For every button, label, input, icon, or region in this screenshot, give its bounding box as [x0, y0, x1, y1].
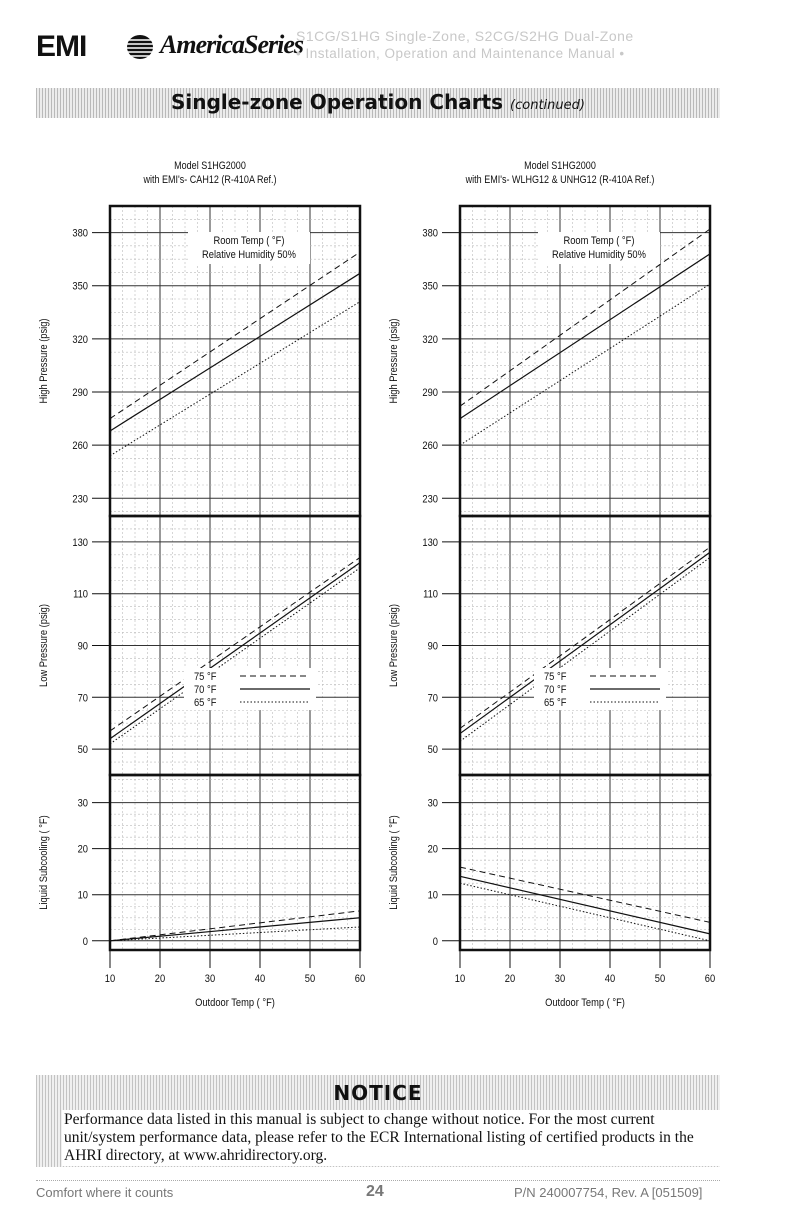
legend-label: 75 °F	[194, 671, 217, 684]
y-tick-label: 350	[72, 281, 89, 293]
x-tick-label: 30	[554, 973, 566, 986]
logo-brand: EMI	[36, 30, 87, 63]
x-tick-label: 20	[154, 973, 166, 986]
chart-title-line2: with EMI's- WLHG12 & UNHG12 (R-410A Ref.)	[465, 174, 655, 186]
legend-label: 65 °F	[544, 697, 567, 710]
humidity-label: Relative Humidity 50%	[202, 249, 296, 262]
x-tick-label: 20	[504, 973, 516, 986]
y-axis-label: High Pressure (psig)	[388, 318, 401, 404]
y-tick-label: 20	[427, 844, 438, 856]
x-tick-label: 60	[354, 973, 366, 986]
x-axis-label: Outdoor Temp ( °F)	[195, 997, 275, 1010]
chart-title-line1: Model S1HG2000	[524, 160, 596, 172]
section-title	[36, 90, 720, 114]
y-tick-label: 90	[427, 640, 438, 653]
y-tick-label: 290	[72, 387, 89, 400]
x-axis-label: Outdoor Temp ( °F)	[545, 997, 625, 1010]
globe-icon	[126, 34, 154, 60]
y-tick-label: 320	[422, 334, 438, 347]
footer-divider	[36, 1180, 720, 1181]
y-tick-label: 320	[72, 334, 89, 347]
emi-logo	[36, 26, 303, 70]
notice-title: NOTICE	[333, 1081, 423, 1105]
page-number: 24	[366, 1183, 384, 1200]
y-tick-label: 70	[427, 692, 438, 705]
chart-svg	[370, 150, 746, 1030]
y-tick-label: 90	[77, 640, 89, 653]
y-tick-label: 130	[72, 537, 89, 550]
chart-wlhg12-unhg12	[370, 150, 746, 1030]
section-subtitle: (continued)	[510, 98, 585, 113]
y-tick-label: 10	[77, 890, 89, 902]
x-tick-label: 40	[604, 973, 616, 986]
section-title-text: Single-zone Operation Charts	[171, 90, 504, 114]
y-tick-label: 380	[422, 227, 438, 240]
y-axis-label: High Pressure (psig)	[38, 318, 51, 404]
humidity-label: Relative Humidity 50%	[552, 249, 646, 262]
legend-label: 70 °F	[194, 684, 217, 697]
legend-label: 75 °F	[544, 671, 567, 684]
logo-series: AmericaSeries	[160, 30, 303, 59]
y-tick-label: 70	[77, 692, 89, 705]
chart-svg	[20, 150, 396, 1030]
y-tick-label: 230	[422, 493, 438, 506]
y-tick-label: 110	[73, 589, 89, 601]
section-banner	[36, 88, 720, 118]
y-tick-label: 290	[422, 387, 438, 400]
y-tick-label: 350	[422, 281, 438, 293]
y-tick-label: 50	[77, 744, 89, 757]
x-tick-label: 10	[104, 973, 116, 986]
y-tick-label: 10	[427, 890, 438, 902]
y-axis-label: Liquid Subcooling ( °F)	[38, 815, 51, 910]
y-tick-label: 110	[423, 589, 438, 601]
footer-tagline: Comfort where it counts	[36, 1185, 174, 1200]
y-tick-label: 380	[72, 227, 89, 240]
y-tick-label: 230	[72, 493, 89, 506]
chart-title-line2: with EMI's- CAH12 (R-410A Ref.)	[143, 174, 277, 186]
manual-model-line: S1CG/S1HG Single-Zone, S2CG/S2HG Dual-Zone	[296, 28, 634, 44]
y-axis-label: Low Pressure (psig)	[388, 604, 401, 687]
y-tick-label: 50	[427, 744, 438, 757]
y-tick-label: 260	[72, 440, 89, 453]
y-tick-label: 30	[77, 798, 89, 810]
manual-title-line: • Installation, Operation and Maintenance Manual •	[296, 46, 625, 61]
notice-body: Performance data listed in this manual is subject to change without notice. For the most current unit/system performance data, please refer to the ECR International listing of certified products in the AHRI directory, at www.ahridirectory.org.	[62, 1110, 726, 1166]
y-tick-label: 20	[77, 844, 89, 856]
series-line-65f	[460, 284, 710, 445]
part-number: P/N 240007754, Rev. A [051509]	[514, 1185, 703, 1200]
x-tick-label: 60	[704, 973, 716, 986]
room-temp-label: Room Temp ( °F)	[213, 235, 285, 248]
room-temp-label: Room Temp ( °F)	[563, 235, 635, 248]
x-tick-label: 40	[254, 973, 266, 986]
y-tick-label: 260	[422, 440, 438, 453]
y-axis-label: Liquid Subcooling ( °F)	[388, 815, 401, 910]
chart-cah12	[20, 150, 396, 1030]
legend-label: 65 °F	[194, 697, 217, 710]
chart-title-line1: Model S1HG2000	[174, 160, 246, 172]
y-tick-label: 30	[427, 798, 438, 810]
y-tick-label: 0	[432, 936, 438, 949]
x-tick-label: 50	[654, 973, 666, 986]
legend-label: 70 °F	[544, 684, 567, 697]
y-tick-label: 130	[422, 537, 438, 550]
x-tick-label: 10	[454, 973, 466, 986]
y-tick-label: 0	[82, 936, 89, 949]
y-axis-label: Low Pressure (psig)	[38, 604, 51, 687]
x-tick-label: 30	[204, 973, 216, 986]
notice-box	[36, 1075, 720, 1167]
x-tick-label: 50	[304, 973, 316, 986]
